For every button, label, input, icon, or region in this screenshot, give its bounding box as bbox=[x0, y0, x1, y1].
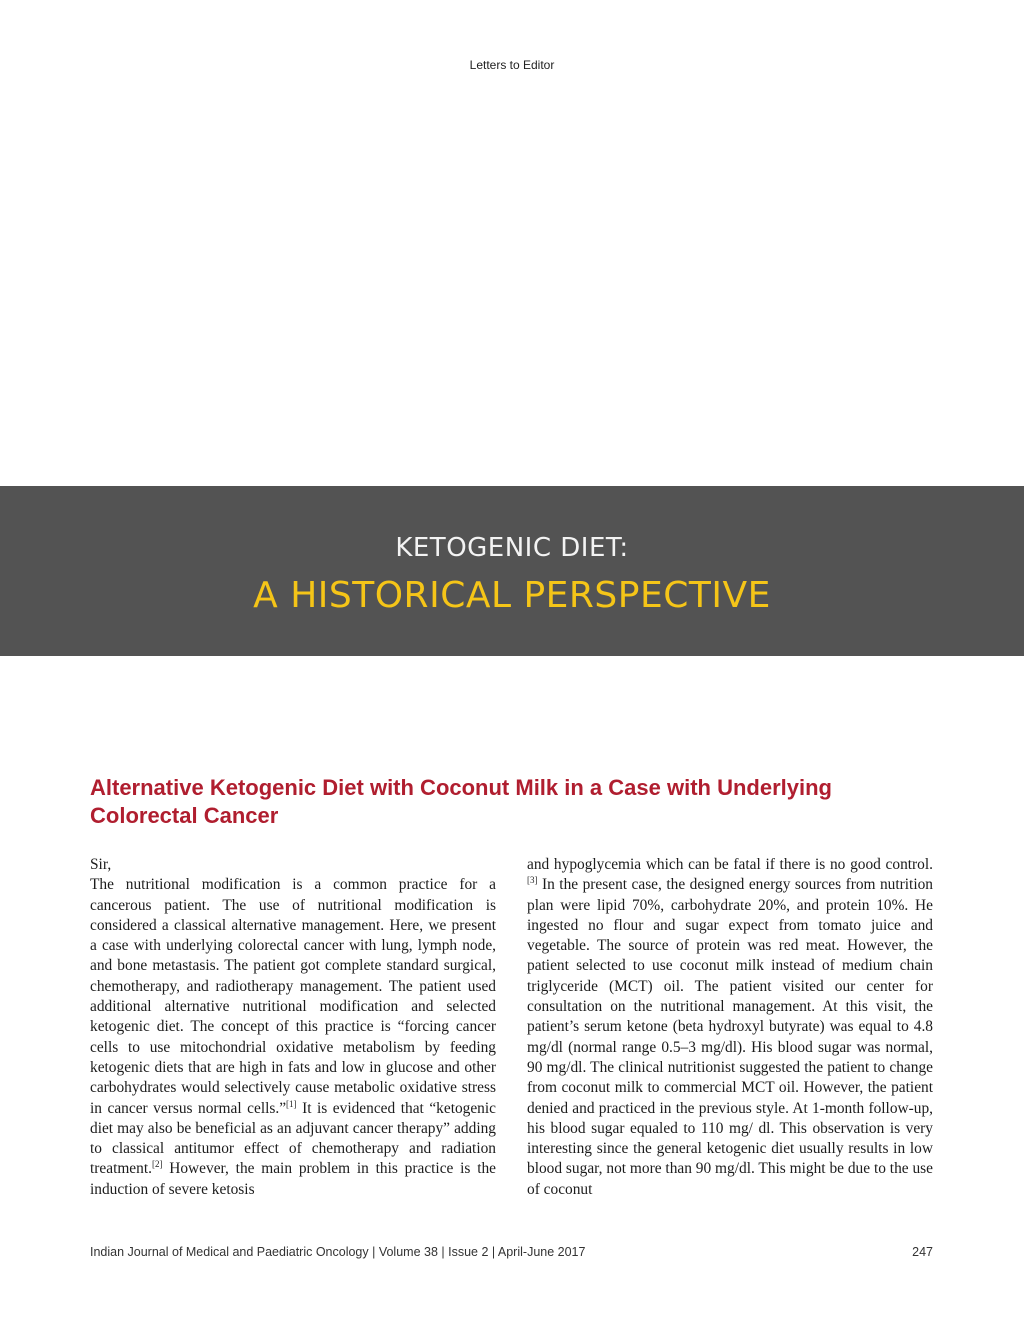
body-text: The nutritional modification is a common practice for a cancerous patient. The use of nutritional modification is considered a classical alternative management. Here, we present a case with underlying colorectal cancer with lung, lymph node, and bone metastasis. The patient got complete standard surgical, chemotherapy, and radiotherapy management. The patient used additional alternative nutritional modification and selected ketogenic diet. The concept of this practice is “forcing cancer cells to use mitochondrial oxidative metabolism by feeding ketogenic diets that are high in fats and low in glucose and other carbohydrates would selectively cause metabolic oxidative stress in cancer versus normal cells.” bbox=[90, 876, 496, 1117]
article-title: Alternative Ketogenic Diet with Coconut Milk in a Case with Underlying Colorectal Cancer bbox=[90, 775, 832, 828]
body-text: and hypoglycemia which can be fatal if there is no good control. bbox=[527, 856, 933, 873]
body-paragraph bbox=[90, 875, 496, 1200]
body-paragraph bbox=[527, 855, 933, 1200]
running-head: Letters to Editor bbox=[469, 58, 555, 72]
body-column-right bbox=[527, 855, 933, 1200]
title-banner bbox=[0, 486, 1024, 656]
banner-heading: KETOGENIC DIET: bbox=[395, 533, 629, 563]
page-number: 247 bbox=[912, 1245, 933, 1259]
body-text: In the present case, the designed energy sources from nutrition plan were lipid 70%, carbohydrate 20%, and protein 10%. He ingested no flour and sugar expect from tomato juice and vegetable. The source of protein was red meat. However, the patient selected to use coconut milk instead of medium chain triglyceride (MCT) oil. The patient visited our center for consultation on the nutritional management. At this visit, the patient’s serum ketone (beta hydroxyl butyrate) was equal to 4.8 mg/dl (normal range 0.5–3 mg/dl). His blood sugar was normal, 90 mg/dl. The clinical nutritionist suggested the patient to change from coconut milk to commercial MCT oil. However, the patient denied and practiced in the previous style. At 1-month follow-up, his blood sugar equaled to 110 mg/ dl. This observation is very interesting since the general ketogenic diet usually results in low blood sugar, not more than 90 mg/dl. This might be due to the use of coconut bbox=[527, 876, 933, 1198]
footer-journal-info: Indian Journal of Medical and Paediatric Oncology | Volume 38 | Issue 2 | April-June 2017 bbox=[90, 1245, 586, 1259]
banner-subheading: A HISTORICAL PERSPECTIVE bbox=[253, 575, 771, 616]
body-text: However, the main problem in this practice is the induction of severe ketosis bbox=[90, 1160, 496, 1198]
citation-ref: [1] bbox=[286, 1098, 297, 1109]
citation-ref: [2] bbox=[151, 1159, 163, 1170]
salutation: Sir, bbox=[90, 856, 112, 873]
citation-ref: [3] bbox=[527, 875, 538, 886]
body-column-left bbox=[90, 855, 496, 1200]
body-text: It is evidenced that “ketogenic diet may also be beneficial as an adjuvant cancer therapy” adding to classical antitumor effect of chemotherapy and radiation treatment. bbox=[90, 1099, 496, 1178]
